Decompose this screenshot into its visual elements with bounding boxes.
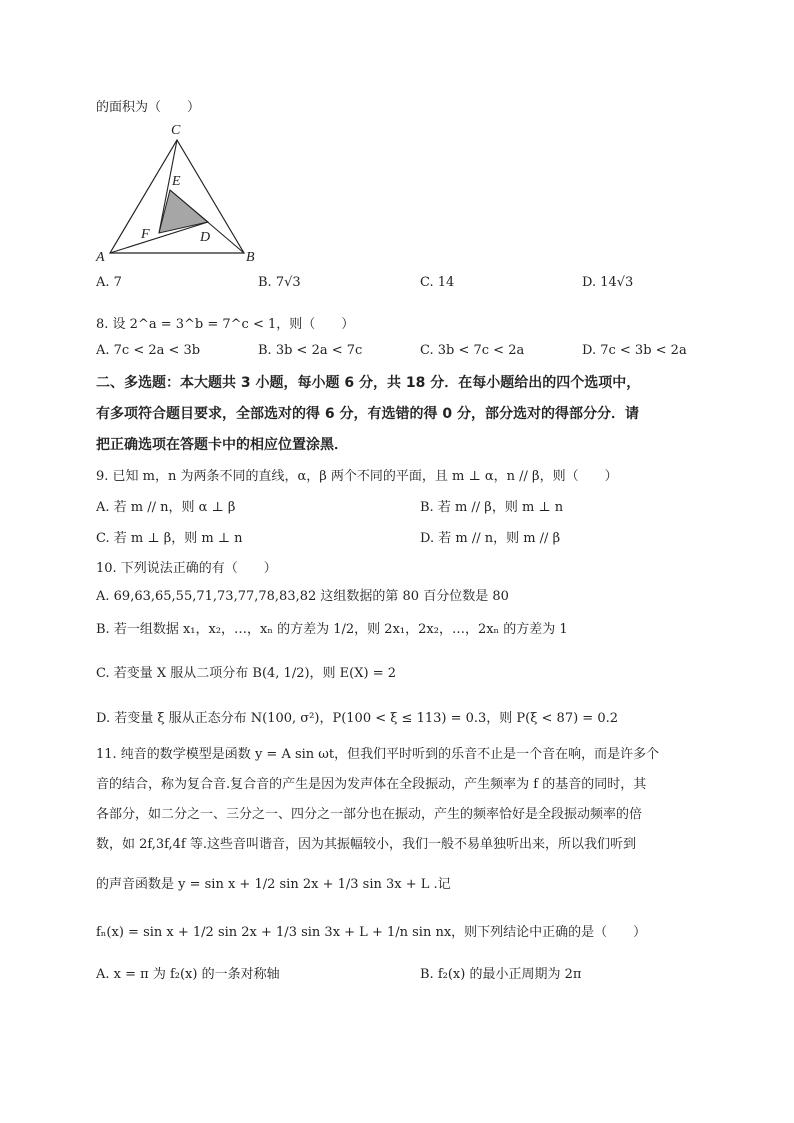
q11-line4: 数，如 2f,3f,4f 等.这些音叫谐音，因为其振幅较小，我们一般不易单独听出来，所以我们听到 xyxy=(96,837,636,852)
section2-line3: 把正确选项在答题卡中的相应位置涂黑． xyxy=(96,437,348,453)
label-B: B xyxy=(246,250,255,265)
q7-triangle-figure xyxy=(92,118,272,268)
q9-option-d: D. 若 m // n，则 m // β xyxy=(420,531,561,546)
q10-option-c: C. 若变量 X 服从二项分布 B(4, 1/2)，则 E(X) = 2 xyxy=(96,666,397,681)
label-F: F xyxy=(141,227,150,242)
q10-stem: 10. 下列说法正确的有（ ） xyxy=(96,561,277,576)
section2-line2: 有多项符合题目要求，全部选对的得 6 分，有选错的得 0 分，部分选对的得部分分．请 xyxy=(96,406,639,422)
q11-option-b: B. f₂(x) 的最小正周期为 2π xyxy=(420,967,582,982)
q7-option-c: C. 14 xyxy=(420,275,455,290)
q8-stem: 8. 设 2^a = 3^b = 7^c < 1，则（ ） xyxy=(96,317,355,332)
q10-option-a: A. 69,63,65,55,71,73,77,78,83,82 这组数据的第 80 百分位数是 80 xyxy=(96,589,509,604)
q8-option-c: C. 3b < 7c < 2a xyxy=(420,343,525,358)
q9-option-b: B. 若 m // β，则 m ⊥ n xyxy=(420,500,564,515)
q9-option-a: A. 若 m // n，则 α ⊥ β xyxy=(96,500,236,515)
q7-option-d: D. 14√3 xyxy=(582,275,634,290)
label-C: C xyxy=(171,123,181,138)
label-D: D xyxy=(200,230,211,245)
label-A: A xyxy=(96,250,105,265)
q7-option-b: B. 7√3 xyxy=(258,275,301,290)
label-E: E xyxy=(172,174,181,189)
q11-line5: 的声音函数是 y = sin x + 1/2 sin 2x + 1/3 sin 3x + L .记 xyxy=(96,877,451,892)
q11-line3: 各部分，如二分之一、三分之一、四分之一部分也在振动，产生的频率恰好是全段振动频率的倍 xyxy=(96,807,643,822)
q8-option-b: B. 3b < 2a < 7c xyxy=(258,343,363,358)
q7-option-a: A. 7 xyxy=(96,275,122,290)
q9-option-c: C. 若 m ⊥ β，则 m ⊥ n xyxy=(96,531,243,546)
q11-line1: 11. 纯音的数学模型是函数 y = A sin ωt，但我们平时听到的乐音不止是一个音在响，而是许多个 xyxy=(96,747,660,762)
q11-line6: fₙ(x) = sin x + 1/2 sin 2x + 1/3 sin 3x + L + 1/n sin nx，则下列结论中正确的是（ ） xyxy=(96,925,647,940)
q7-stem-tail: 的面积为（ ） xyxy=(96,100,201,115)
section2-line1: 二、多选题：本大题共 3 小题，每小题 6 分，共 18 分．在每小题给出的四个选项中， xyxy=(96,375,641,391)
q10-option-b: B. 若一组数据 x₁，x₂，…，xₙ 的方差为 1/2，则 2x₁，2x₂，…，2xₙ 的方差为 1 xyxy=(96,622,568,637)
q11-option-a: A. x = π 为 f₂(x) 的一条对称轴 xyxy=(96,967,280,982)
q9-stem: 9. 已知 m，n 为两条不同的直线，α，β 两个不同的平面，且 m ⊥ α，n // β，则（ ） xyxy=(96,469,618,484)
q10-option-d: D. 若变量 ξ 服从正态分布 N(100, σ²)，P(100 < ξ ≤ 113) = 0.3，则 P(ξ < 87) = 0.2 xyxy=(96,711,618,726)
q8-option-d: D. 7c < 3b < 2a xyxy=(582,343,687,358)
q8-option-a: A. 7c < 2a < 3b xyxy=(96,343,201,358)
q11-line2: 音的结合，称为复合音.复合音的产生是因为发声体在全段振动，产生频率为 f 的基音的同时，其 xyxy=(96,777,647,792)
